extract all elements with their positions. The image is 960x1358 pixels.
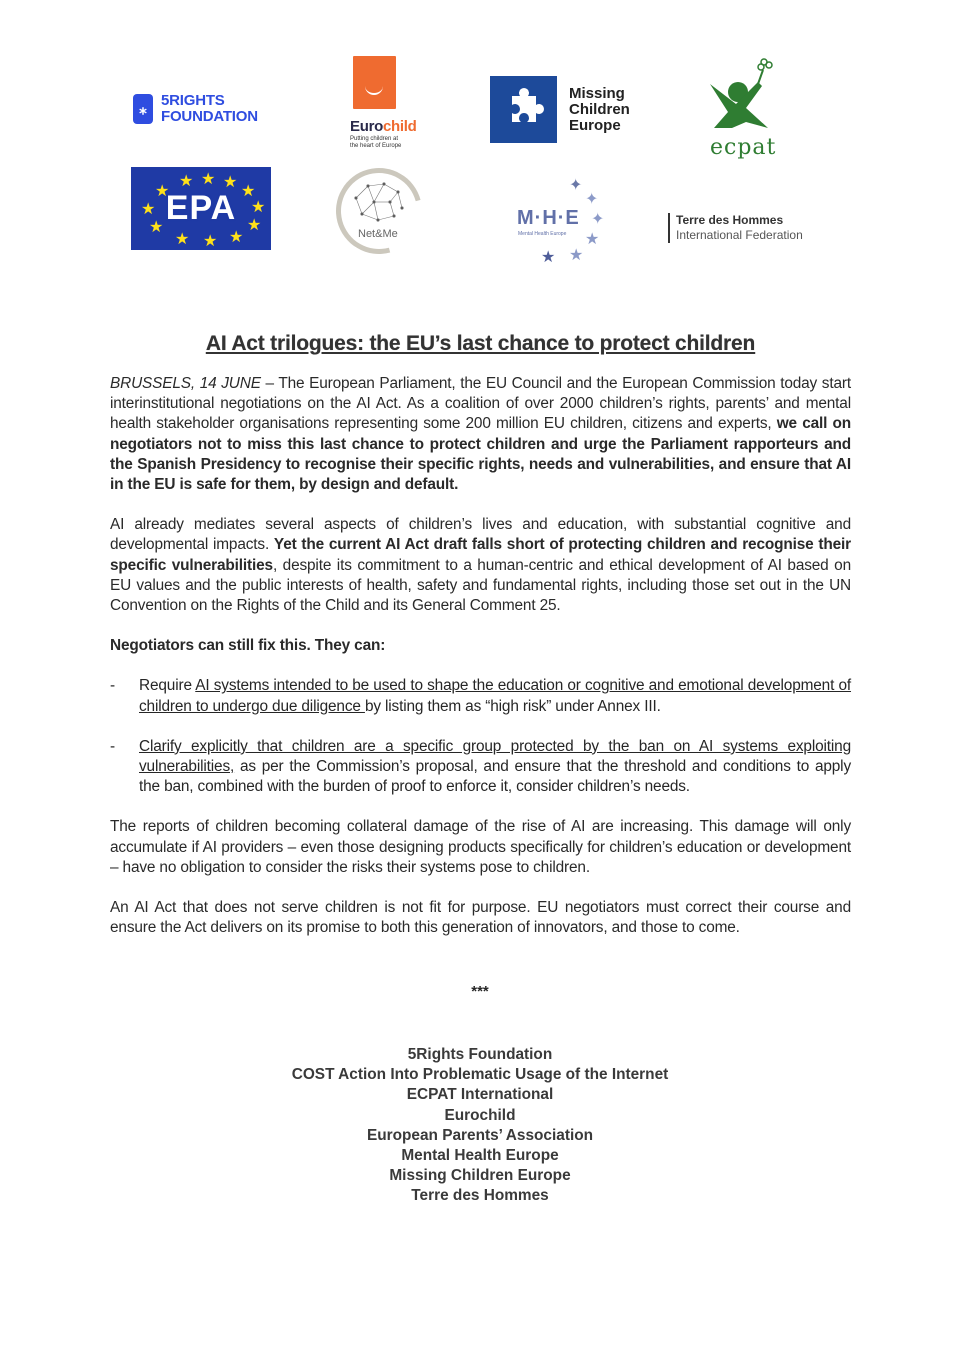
- paragraph-lead-in: Negotiators can still fix this. They can:: [110, 637, 386, 655]
- star-icon: ★: [541, 249, 556, 266]
- brain-network-icon: [348, 178, 408, 228]
- eurochild-smile-icon: [353, 56, 396, 109]
- section-separator: ***: [471, 983, 489, 1000]
- eurochild-wordmark: Eurochild: [350, 118, 417, 135]
- logo-text-line2: Children: [569, 100, 630, 118]
- ecpat-child-flower-icon: [706, 56, 786, 136]
- epa-wordmark: EPA: [165, 189, 237, 227]
- ecpat-wordmark: ecpat: [710, 135, 777, 160]
- bird-icon: ✦: [569, 177, 583, 194]
- logo-5rights-foundation: [133, 93, 258, 125]
- star-icon: ★: [585, 231, 600, 248]
- paragraph-intro: BRUSSELS, 14 JUNE – The European Parliament, the EU Council and the European Commission today start interinstitutional negotiations on the AI Act. As a coalition of over 2000 children’s rights, parents’ and mental health stakeholder organisations representing some 200 million EU children, citizens and experts, we call on negotiators not to miss this last chance to protect children and urge the Parliament rapporteurs and the Spanish Presidency to recognise their specific rights, needs and vulnerabilities, and ensure that AI in the EU is safe for them, by design and default.: [110, 375, 852, 494]
- logo-text-line3: Europe: [569, 116, 621, 134]
- mhe-subtitle: Mental Health Europe: [518, 231, 567, 237]
- logo-epa: ★ ★ ★ ★ ★ ★ ★ ★ ★ ★ ★ ★ EPA: [131, 167, 271, 250]
- tdh-line1: Terre des Hommes: [676, 213, 784, 227]
- logo-ecpat: [706, 56, 786, 160]
- demands-list: [110, 676, 851, 797]
- list-item: - Clarify explicitly that children are a specific group protected by the ban on AI systems exploiting vulnerabilities, as per the Commission’s proposal, and ensure that the threshold and conditions to apply the ban, combined with the burden of proof to enforce it, consider children’s needs.: [110, 737, 851, 796]
- signatory: 5Rights Foundation: [407, 1046, 553, 1063]
- document-title: AI Act trilogues: the EU’s last chance to protect children: [205, 332, 756, 355]
- logo-netme: [334, 166, 432, 259]
- netme-label: Net&Me: [358, 228, 398, 240]
- signatory: Missing Children Europe: [389, 1167, 571, 1185]
- mhe-wordmark: M·H·E: [517, 207, 580, 229]
- logo-missing-children-europe: [490, 76, 630, 143]
- dateline: BRUSSELS, 14 JUNE: [110, 375, 261, 392]
- logo-text-line1: Missing: [569, 84, 625, 102]
- bullet-dash: -: [110, 737, 115, 755]
- 5rights-mark-icon: ⁎: [133, 94, 153, 124]
- logo-terre-des-hommes: [668, 213, 803, 243]
- list-item: - Require AI systems intended to be used to shape the education or cognitive and emotional development of children to undergo due diligence by listing them as “high risk” under Annex III.: [110, 677, 852, 715]
- press-release-body: [110, 332, 851, 938]
- signatory: Eurochild: [444, 1106, 516, 1124]
- bird-icon: ✦: [585, 191, 599, 208]
- logo-mental-health-europe: [517, 175, 617, 270]
- signatory: COST Action Into Problematic Usage of the Internet: [291, 1066, 669, 1084]
- paragraph-risks: The reports of children becoming collateral damage of the rise of AI are increasing. This damage will only accumulate if AI providers – even those designing products specifically for children’s education or development – have no obligation to consider the risks their systems pose to children.: [110, 818, 851, 876]
- signatory: Mental Health Europe: [401, 1147, 559, 1165]
- paragraph-conclusion: An AI Act that does not serve children is not fit for purpose. EU negotiators must correct their course and ensure the Act delivers on its promise to both this generation of innovators, and those to come.: [110, 899, 851, 937]
- signatory: European Parents’ Association: [366, 1126, 594, 1144]
- key-demand: we call on negotiators not to miss this last chance to protect children and urge the Parliament rapporteurs and the Spanish Presidency to recognise their specific rights, needs and vulnerabilities, and ensure that AI in the EU is safe for them, by design and default.: [110, 415, 852, 494]
- bullet-dash: -: [110, 677, 115, 695]
- key-criticism: Yet the current AI Act draft falls short of protecting children and recognise their specific vulnerabilities: [110, 536, 851, 574]
- signatory: ECPAT International: [406, 1086, 554, 1104]
- star-icon: ★: [569, 247, 584, 264]
- bird-icon: ✦: [591, 211, 605, 228]
- signatory: Terre des Hommes: [411, 1187, 549, 1205]
- paragraph-context: AI already mediates several aspects of children’s lives and education, with substantial cognitive and developmental impacts. Yet the current AI Act draft falls short of protecting children and recognise their specific vulnerabilities, despite its commitment to a human-centric and ethical development of AI based on EU values and the public interests of health, safety and fundamental rights, including those set out in the UN Convention on the Rights of the Child and its General Comment 25.: [110, 516, 851, 615]
- logo-text-line1: 5RIGHTS: [161, 92, 225, 109]
- logo-eurochild: [350, 56, 430, 150]
- signatories-list: [0, 1045, 960, 1207]
- tdh-line2: International Federation: [676, 228, 803, 242]
- puzzle-piece-icon: [490, 76, 557, 143]
- eurochild-tagline: Putting children at the heart of Europe: [350, 136, 402, 149]
- logo-text-line2: FOUNDATION: [161, 108, 258, 125]
